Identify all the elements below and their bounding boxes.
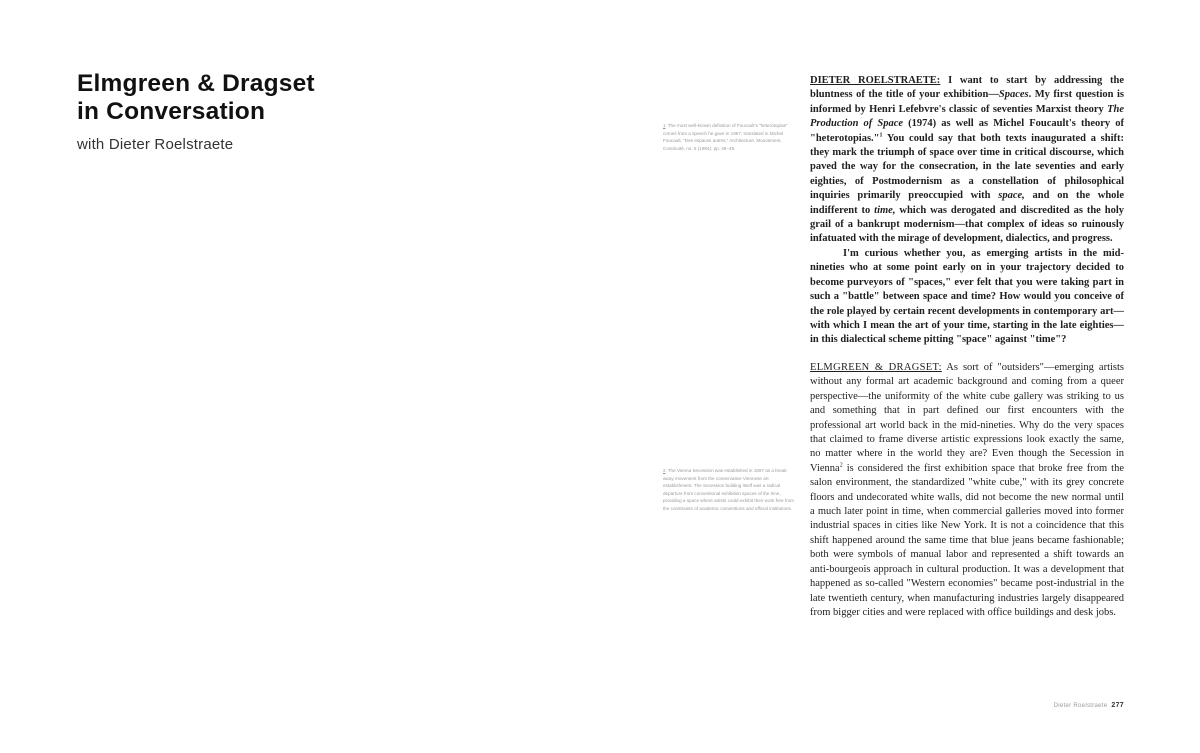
body-text: As sort of "outsiders"—emerging artists without any formal art academic background and coming from a queer perspective—the uniformity of the white cube gallery was striking to us and something that in part defined our first encounters with the professional art world back in the mid-nineties. Why do the very spaces that claimed to frame diverse artistic expressions look exactly the same, no matter where in the world they are? Even though the Secession in Vienna xyxy=(810,362,1124,474)
footnote-1 xyxy=(663,122,795,152)
speaker-label-interviewer: DIETER ROELSTRAETE: xyxy=(810,75,941,86)
page-number: 277 xyxy=(1111,702,1124,709)
title-line-1: Elmgreen & Dragset xyxy=(77,70,315,97)
body-text: I want to start by addressing the bluntness of the title of your exhibition— xyxy=(810,75,1124,101)
footnote-reference-1: 1 xyxy=(879,132,883,139)
body-text: is considered the first exhibition space that broke free from the salon environment, the standardized "white cube," with its grey concrete floors and undecorated white walls, did not become the new normal until a much later point in time, when commercial galleries moved into former industrial spaces in cities like New York. It is not a coincidence that this shift happened around the same time that blue jeans became fashionable; both were symbols of manual labor and represented a shift towards an anti-bourgeois approach in cultural production. It was a development that happened as so-called "Western economies" became post-industrial in the late twentieth century, when manufacturing industries largely disappeared from bigger cities and were replaced with office buildings and desk jobs. xyxy=(810,462,1124,618)
italic-text: space, xyxy=(998,190,1025,202)
footnote-text: The Vienna Secession was established in 1897 as a break away movement from the conservative Viennese art establishment. The Secession building itself was a radical departure from conventional exhibition spaces of the time, providing a space where artists could exhibit their work free from the constraints of academic conventions and official institutions. xyxy=(663,468,794,511)
italic-text: time, xyxy=(874,204,896,216)
body-text: and on the whole indifferent to xyxy=(810,190,1124,216)
answer-paragraph-1 xyxy=(810,361,1124,620)
footnote-2 xyxy=(663,467,795,513)
title-line-2: in Conversation xyxy=(77,98,266,125)
interview-question xyxy=(810,74,1124,348)
body-text: which was derogated and discredited as the holy grail of a bankrupt modernism—that complex of ideas so ruinously infatuated with the mirage of development, dialectics, and progress. xyxy=(810,204,1124,245)
page-title xyxy=(77,70,437,126)
body-text: . My first question is informed by Henri Lefebvre's classic of seventies Marxist theory xyxy=(810,89,1125,115)
body-text: (1974) as well as Michel Foucault's theory of "heterotopias." xyxy=(810,118,1124,144)
footnote-number: 2 xyxy=(663,468,666,473)
book-title: The Production of Space xyxy=(810,103,1124,130)
footnote-number: 1 xyxy=(663,123,666,128)
interview-answer xyxy=(810,361,1124,620)
page-subtitle: with Dieter Roelstraete xyxy=(77,136,234,153)
question-paragraph-1 xyxy=(810,74,1124,247)
footnote-reference-2: 2 xyxy=(839,462,843,469)
running-head: Dieter Roelstraete xyxy=(1053,703,1108,709)
speaker-label-artists: ELMGREEN & DRAGSET: xyxy=(810,362,942,373)
question-paragraph-2: I'm curious whether you, as emerging artists in the mid-nineties who at some point early on in your trajectory decided to become purveyors of "spaces," ever felt that you were taking part in such a "battle" between space and time? How would you conceive of the role played by certain recent developments in contemporary art—with which I mean the art of your time, starting in the late eighties—in this dialectical scheme pitting "space" against "time"? xyxy=(810,247,1124,346)
body-text: You could say that both texts inaugurated a shift: they mark the triumph of space over time in critical discourse, which paved the way for the consecration, in the late seventies and early eighties, of Postmodernism as a constellation of philosophical inquiries primarily preoccupied with xyxy=(810,132,1124,202)
italic-text: Spaces xyxy=(998,89,1029,101)
footnote-text: The most well-known definition of Foucault's "heterotopias" comes from a speech he gave in 1967, translated in Michel Foucault, "Des espaces autres," Architecture, Mouvement, Continuité, no. 5 (1984): pp. 46–49. xyxy=(663,123,788,151)
page-footer xyxy=(1054,702,1124,709)
